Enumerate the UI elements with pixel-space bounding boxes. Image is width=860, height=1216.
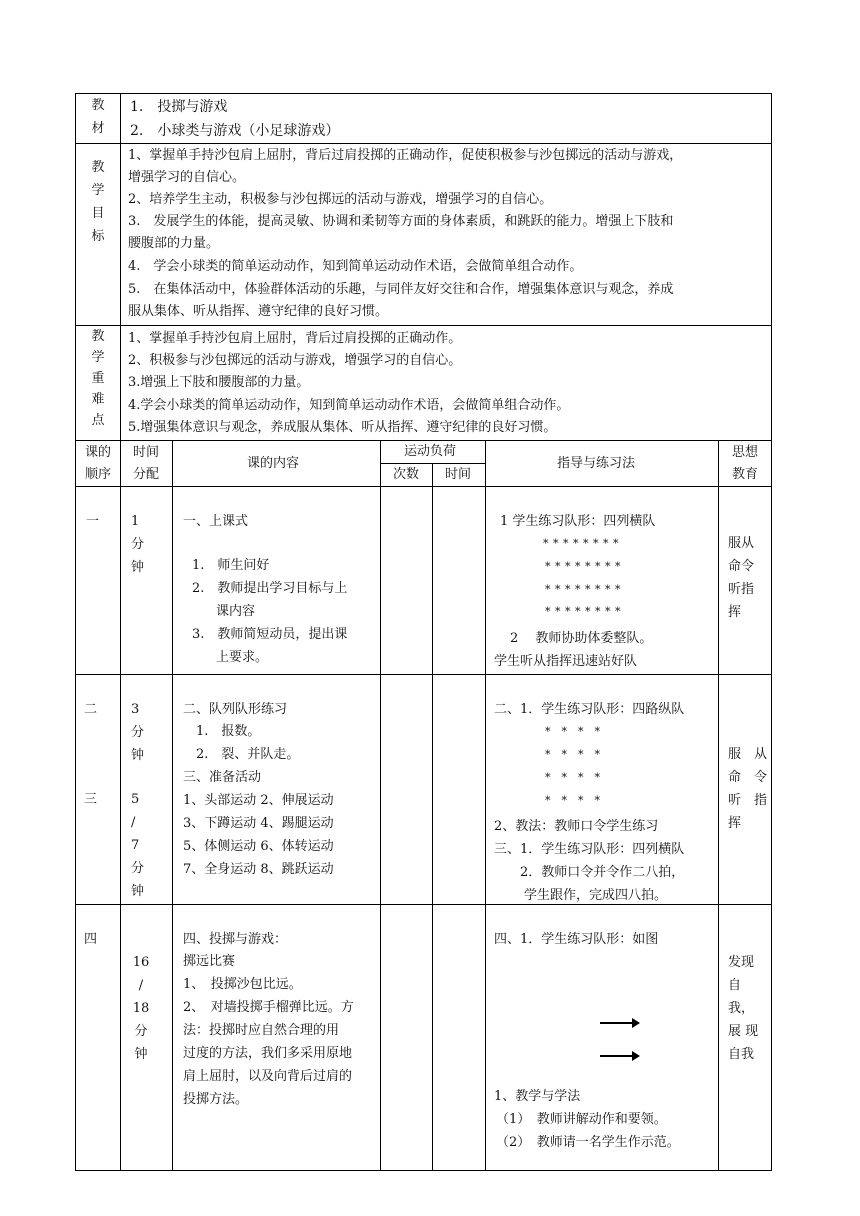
row3-content-line: 投掷方法。 (183, 1092, 249, 1107)
label-char: 材 (91, 121, 105, 136)
table-divider (120, 93, 121, 1171)
row1-content-line: 2. 教师提出学习目标与上 (192, 581, 348, 596)
row3-guidance-line: （2） 教师请一名学生作示范。 (496, 1135, 680, 1150)
header-text: 时间 (132, 445, 159, 460)
table-divider (380, 440, 381, 1171)
header-guidance: 指导与练习法 (557, 456, 636, 471)
row3-content-line: 掷远比赛 (183, 954, 236, 969)
table-divider (718, 440, 719, 1171)
label-char: 学 (91, 183, 105, 198)
row1-guidance-line: 2 教师协助体委整队。 (510, 631, 653, 646)
row1-formation-line: * * * * * * * * (545, 605, 621, 618)
objective-line: 增强学习的自信心。 (128, 170, 246, 185)
row1-formation-line: * * * * * * * * (545, 560, 621, 573)
time-char: 分 (131, 537, 145, 552)
table-divider (75, 486, 772, 487)
row1-content-line: 一、上课式 (183, 514, 249, 529)
header-order (79, 442, 117, 486)
label-char: 点 (91, 413, 105, 428)
table-divider (75, 325, 772, 326)
row2-content-line: 三、准备活动 (183, 770, 262, 785)
key-point-line: 5.增强集体意识与观念，养成服从集体、听从指挥、遵守纪律的良好习惯。 (128, 420, 557, 435)
row2-content-line: 1、头部运动 2、伸展运动 (183, 793, 334, 808)
key-points-label (79, 326, 117, 431)
thought-line: 服 从 (728, 747, 768, 762)
row3-thought (728, 951, 758, 1066)
row3-content-line: 过度的方法，我们多采用原地 (183, 1046, 353, 1061)
header-count: 次数 (393, 467, 420, 482)
row2-content-line: 7、全身运动 8、跳跃运动 (183, 862, 334, 877)
row1-guidance-line: 学生听从指挥迅速站好队 (494, 654, 638, 669)
table-divider (75, 904, 772, 905)
key-point-line: 1、掌握单手持沙包肩上屈肘，背后过肩投掷的正确动作。 (128, 331, 462, 346)
row1-formation-line: * * * * * * * * (545, 583, 621, 596)
row3-order: 四 (84, 932, 98, 947)
time-char: 钟 (134, 1047, 148, 1062)
label-char: 难 (91, 392, 105, 407)
time-char: / (131, 815, 136, 830)
objective-line: 5. 在集体活动中，体验群体活动的乐趣，与同伴友好交往和合作，增强集体意识与观念，养成 (128, 282, 674, 297)
row1-content-line: 3. 教师简短动员，提出课 (192, 627, 348, 642)
label-char: 教 (91, 160, 105, 175)
label-char: 学 (91, 350, 105, 365)
table-border-left (75, 93, 76, 1171)
table-border-right (771, 93, 772, 1171)
thought-line: 我， (728, 1001, 755, 1016)
materials-item: 1. 投掷与游戏 (130, 99, 228, 115)
thought-line: 自 (728, 978, 742, 993)
label-char: 重 (91, 371, 105, 386)
row2-content-line: 2. 裂、并队走。 (196, 747, 300, 762)
header-text: 顺序 (84, 467, 111, 482)
row3-guidance-line: 1、教学与学法 (494, 1089, 581, 1104)
row2-content-line: 二、队列队形练习 (183, 702, 288, 717)
time-char: 7 (131, 838, 140, 853)
time-char: 16 (132, 955, 150, 970)
row1-formation-line: * * * * * * * * (543, 537, 619, 550)
row3-time (131, 951, 151, 1066)
row2-order-b: 三 (84, 792, 98, 807)
time-char: 3 (131, 702, 140, 717)
materials-item: 2. 小球类与游戏（小足球游戏） (130, 123, 340, 139)
table-border-bottom (75, 1170, 772, 1171)
row2-formation-line: * * * * (545, 725, 600, 738)
row1-order: 一 (86, 514, 100, 529)
key-point-line: 3.增强上下肢和腰腹部的力量。 (128, 375, 310, 390)
time-char: 分 (134, 1024, 148, 1039)
time-char: 1 (131, 514, 140, 529)
row1-time (131, 510, 144, 579)
row2-time-b (131, 788, 144, 903)
row2-formation-line: * * * * (545, 748, 600, 761)
row1-content-line: 1. 师生问好 (192, 558, 270, 573)
row2-guidance-line: 三、1．学生练习队形：四列横队 (494, 842, 685, 857)
header-text: 思想 (731, 445, 758, 460)
header-text: 分配 (132, 467, 159, 482)
row3-guidance-line: （1） 教师讲解动作和要领。 (496, 1112, 667, 1127)
objective-line: 1、掌握单手持沙包肩上屈肘，背后过肩投掷的正确动作，促使积极参与沙包掷远的活动与游戏， (128, 148, 683, 163)
time-char: 钟 (131, 884, 145, 899)
row2-formation-line: * * * * (545, 771, 600, 784)
row1-thought (728, 532, 754, 624)
row1-content-line: 上要求。 (216, 650, 269, 665)
time-char: 钟 (131, 560, 145, 575)
row2-order-a: 二 (84, 702, 98, 717)
header-duration: 时间 (445, 467, 472, 482)
header-load: 运动负荷 (404, 444, 457, 459)
time-char: 钟 (131, 748, 145, 763)
objective-line: 4. 学会小球类的简单运动动作，知到简单运动动作术语，会做简单组合动作。 (128, 259, 583, 274)
thought-line: 展 现 (728, 1024, 759, 1039)
materials-label (79, 94, 117, 140)
row2-content-line: 3、下蹲运动 4、踢腿运动 (183, 816, 334, 831)
time-char: 分 (131, 725, 145, 740)
row1-content-line: 课内容 (216, 604, 256, 619)
thought-line: 自我 (728, 1047, 755, 1062)
table-border-top (75, 93, 772, 94)
row3-content-line: 1、 投掷沙包比远。 (183, 977, 302, 992)
throw-direction-arrow (600, 1022, 638, 1024)
row3-guidance-line: 四、1．学生练习队形：如图 (494, 932, 659, 947)
time-char: 分 (131, 861, 145, 876)
thought-line: 命 令 (728, 770, 768, 785)
thought-line: 服从 (728, 536, 755, 551)
label-char: 教 (91, 329, 105, 344)
row2-thought (728, 743, 767, 835)
table-divider (485, 440, 486, 1171)
time-char: 18 (132, 1001, 150, 1016)
row2-content-line: 1. 报数。 (196, 724, 261, 739)
row2-guidance-line: 2．教师口令并令作二八拍， (520, 865, 685, 880)
objectives-label (79, 156, 117, 248)
thought-line: 挥 (728, 605, 742, 620)
header-time (127, 442, 165, 486)
thought-line: 挥 (728, 816, 742, 831)
objective-line: 腰腹部的力量。 (128, 236, 220, 251)
thought-line: 听 指 (728, 793, 768, 808)
header-text: 课的 (84, 445, 111, 460)
time-char: / (138, 978, 144, 993)
row2-content-line: 5、体侧运动 6、体转运动 (183, 839, 334, 854)
table-divider (432, 463, 433, 1171)
label-char: 教 (91, 98, 105, 113)
objective-line: 服从集体、听从指挥、遵守纪律的良好习惯。 (128, 304, 389, 319)
table-divider (75, 674, 772, 675)
row2-guidance-line: 2、教法：教师口令学生练习 (494, 819, 659, 834)
label-char: 目 (91, 206, 105, 221)
time-char: 5 (131, 792, 140, 807)
row2-formation-line: * * * * (545, 794, 600, 807)
row3-content-line: 肩上屈肘，以及向背后过肩的 (183, 1069, 353, 1084)
row3-content-line: 四、投掷与游戏： (183, 932, 288, 947)
thought-line: 听指 (728, 582, 755, 597)
row3-content-line: 2、 对墙投掷手榴弹比远。方 (183, 1000, 354, 1015)
throw-direction-arrow (600, 1055, 638, 1057)
key-point-line: 2、积极参与沙包掷远的活动与游戏，增强学习的自信心。 (128, 353, 462, 368)
table-divider (75, 143, 772, 144)
row1-guidance-line: 1 学生练习队形：四列横队 (500, 514, 656, 529)
objective-line: 3. 发展学生的体能，提高灵敏、协调和柔韧等方面的身体素质，和跳跃的能力。增强上下肢和 (128, 214, 674, 229)
header-thought (726, 442, 764, 486)
row2-guidance-line: 二、1．学生练习队形：四路纵队 (494, 702, 685, 717)
key-point-line: 4.学会小球类的简单运动动作，知到简单运动动作术语，会做简单组合动作。 (128, 398, 570, 413)
label-char: 标 (91, 229, 105, 244)
row3-content-line: 法：投掷时应自然合理的用 (183, 1023, 340, 1038)
header-content: 课的内容 (247, 456, 300, 471)
header-text: 教育 (731, 467, 758, 482)
row2-guidance-line: 学生跟作，完成四八拍。 (524, 888, 668, 903)
thought-line: 发现 (728, 955, 755, 970)
row2-time-a (131, 698, 144, 767)
table-divider (172, 440, 173, 1171)
objective-line: 2、培养学生主动，积极参与沙包掷远的活动与游戏，增强学习的自信心。 (128, 192, 553, 207)
thought-line: 命令 (728, 559, 755, 574)
